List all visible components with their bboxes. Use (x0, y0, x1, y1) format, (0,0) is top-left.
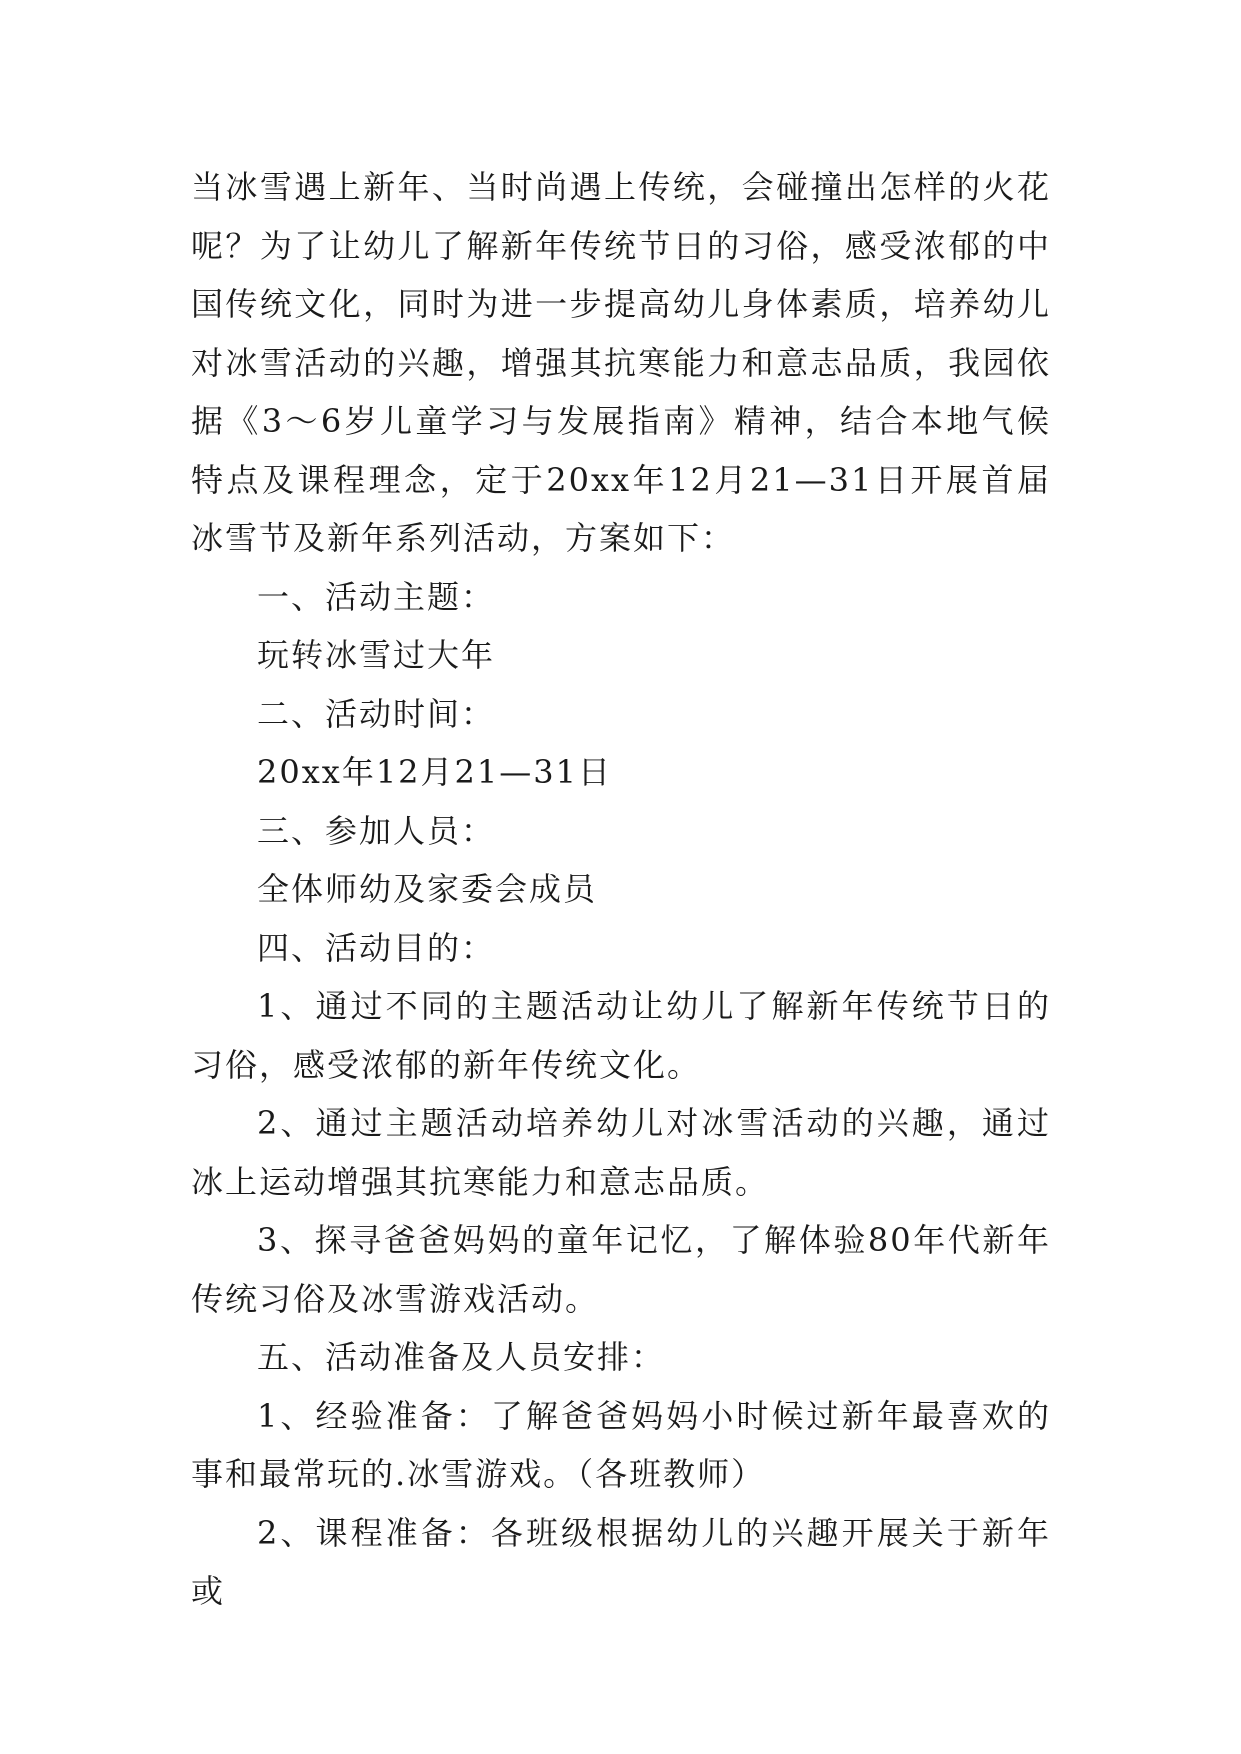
preparation-item-2: 2、课程准备：各班级根据幼儿的兴趣开展关于新年或 (191, 1513, 1051, 1610)
section-heading-preparation: 五、活动准备及人员安排： (257, 1338, 666, 1376)
goal-item-1: 1、通过不同的主题活动让幼儿了解新年传统节日的习俗，感受浓郁的新年传统文化。 (191, 987, 1051, 1084)
section-heading-participants: 三、参加人员： (257, 811, 496, 850)
time-text: 20xx年12月21—31日 (257, 753, 612, 791)
section-heading-theme: 一、活动主题： (257, 577, 496, 616)
theme-text: 玩转冰雪过大年 (257, 636, 496, 674)
goal-item-3: 3、探寻爸爸妈妈的童年记忆，了解体验80年代新年传统习俗及冰雪游戏活动。 (191, 1221, 1051, 1318)
preparation-item-1: 1、经验准备：了解爸爸妈妈小时候过新年最喜欢的事和最常玩的.冰雪游戏。（各班教师） (191, 1396, 1051, 1493)
goal-item-2: 2、通过主题活动培养幼儿对冰雪活动的兴趣，通过冰上运动增强其抗寒能力和意志品质。 (191, 1104, 1051, 1201)
intro-paragraph: 当冰雪遇上新年、当时尚遇上传统，会碰撞出怎样的火花呢？为了让幼儿了解新年传统节日的习俗，感受浓郁的中国传统文化，同时为进一步提高幼儿身体素质，培养幼儿对冰雪活动的兴趣，增强其抗寒能力和意志品质，我园依据《3～6岁儿童学习与发展指南》精神，结合本地气候特点及课程理念，定于20xx年12月21—31日开展首届冰雪节及新年系列活动，方案如下： (191, 168, 1051, 557)
section-heading-goals: 四、活动目的： (257, 928, 496, 967)
participants-text: 全体师幼及家委会成员 (257, 870, 598, 908)
section-heading-time: 二、活动时间： (257, 694, 496, 733)
document-body (191, 158, 1051, 1621)
